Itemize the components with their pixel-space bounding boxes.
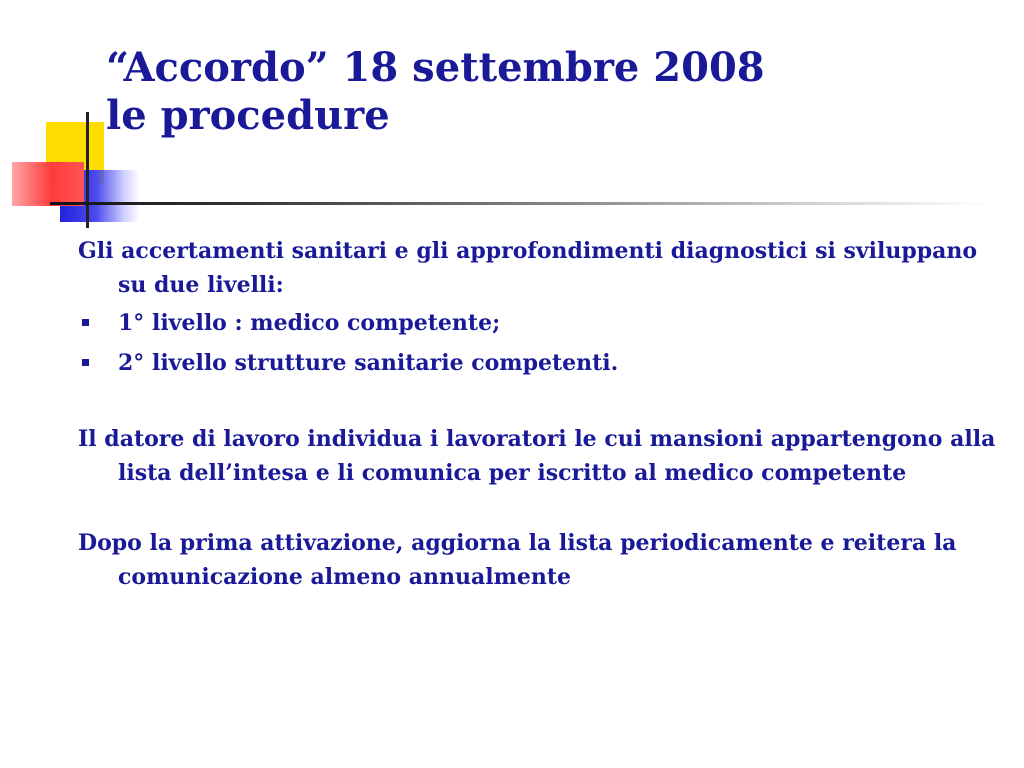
list-item-text: 2° livello strutture sanitarie competenti. [118, 350, 619, 376]
level-list [78, 306, 998, 380]
decorative-vertical-line [86, 112, 89, 228]
employer-paragraph: Il datore di lavoro individua i lavoratori le cui mansioni appartengono alla lista dell’intesa e li comunica per iscritto al medico competente [78, 426, 996, 486]
spacer [78, 386, 998, 422]
slide-title-line-2: le procedure [106, 92, 390, 139]
list-item [78, 306, 998, 340]
update-paragraph: Dopo la prima attivazione, aggiorna la lista periodicamente e reitera la comunicazione almeno annualmente [78, 530, 957, 590]
decorative-red-bar [12, 162, 84, 206]
square-bullet-icon [82, 359, 89, 366]
intro-paragraph: Gli accertamenti sanitari e gli approfondimenti diagnostici si sviluppano su due livelli: [78, 238, 978, 298]
spacer [78, 490, 998, 526]
title-divider-line [50, 202, 990, 205]
list-item [78, 346, 998, 380]
list-item-text: 1° livello : medico competente; [118, 310, 501, 336]
slide-title [106, 44, 765, 140]
square-bullet-icon [82, 319, 89, 326]
slide-body [78, 234, 998, 594]
slide-title-line-1: “Accordo” 18 settembre 2008 [106, 44, 765, 91]
